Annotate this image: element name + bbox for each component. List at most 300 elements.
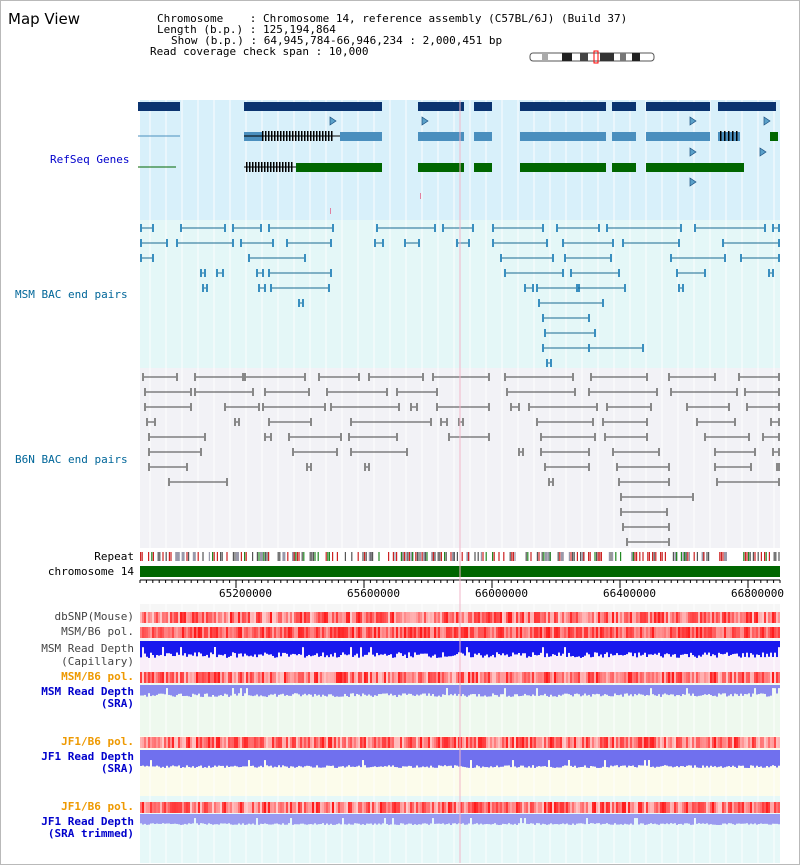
depth-bar — [522, 750, 524, 766]
depth-bar — [366, 750, 368, 768]
heat-cell — [552, 802, 554, 813]
heat-cell — [174, 672, 176, 683]
depth-bar — [348, 750, 350, 765]
heat-cell — [760, 737, 762, 748]
heat-cell — [582, 737, 584, 748]
bac-end — [618, 269, 620, 277]
heat-cell — [206, 802, 208, 813]
heat-cell — [308, 627, 310, 638]
depth-bar — [302, 750, 304, 767]
depth-bar — [446, 750, 448, 766]
depth-bar — [552, 750, 554, 768]
repeat-element — [297, 552, 298, 561]
heat-cell — [348, 627, 350, 638]
heat-cell — [438, 802, 440, 813]
depth-bar — [246, 685, 248, 688]
heat-cell — [242, 802, 244, 813]
heat-cell — [622, 627, 624, 638]
depth-bar — [246, 750, 248, 766]
depth-bar — [432, 641, 434, 656]
heat-cell — [530, 612, 532, 623]
heat-cell — [748, 737, 750, 748]
bac-end — [304, 373, 306, 381]
heat-cell — [262, 627, 264, 638]
heat-cell — [326, 612, 328, 623]
heat-cell — [404, 627, 406, 638]
heat-cell — [572, 802, 574, 813]
heat-cell — [164, 802, 166, 813]
heat-cell — [546, 672, 548, 683]
bac-end — [264, 388, 266, 396]
depth-bar — [716, 685, 718, 697]
repeat-element — [570, 552, 571, 561]
heat-cell — [702, 627, 704, 638]
depth-bar — [476, 641, 478, 655]
depth-bar — [358, 814, 360, 824]
depth-bar — [592, 750, 594, 766]
heat-cell — [342, 612, 344, 623]
gene-exon — [724, 131, 726, 141]
heat-cell — [440, 672, 442, 683]
bac-end — [676, 269, 678, 277]
depth-bar — [540, 641, 542, 653]
heat-cell — [704, 627, 706, 638]
heat-cell — [188, 612, 190, 623]
depth-bar — [350, 641, 352, 647]
depth-bar — [710, 750, 712, 766]
repeat-element — [401, 552, 402, 561]
heat-cell — [316, 672, 318, 683]
depth-bar — [160, 641, 162, 655]
heat-cell — [382, 737, 384, 748]
heat-cell — [384, 612, 386, 623]
heat-cell — [736, 612, 738, 623]
depth-bar — [514, 814, 516, 824]
heat-cell — [722, 627, 724, 638]
depth-bar — [556, 685, 558, 697]
depth-bar — [442, 814, 444, 823]
heat-cell — [690, 672, 692, 683]
heat-cell — [462, 627, 464, 638]
depth-bar — [288, 814, 290, 823]
gene-block — [646, 163, 744, 172]
heat-cell — [600, 737, 602, 748]
heat-cell — [402, 612, 404, 623]
depth-bar — [282, 814, 284, 823]
depth-bar — [626, 750, 628, 767]
heat-cell — [626, 627, 628, 638]
depth-bar — [620, 814, 622, 824]
depth-bar — [394, 814, 396, 824]
depth-bar — [380, 814, 382, 825]
heat-cell — [316, 802, 318, 813]
heat-cell — [256, 612, 258, 623]
heat-cell — [200, 737, 202, 748]
heat-cell — [336, 672, 338, 683]
heat-cell — [394, 627, 396, 638]
depth-bar — [172, 750, 174, 765]
heat-cell — [534, 737, 536, 748]
heat-cell — [610, 627, 612, 638]
heat-cell — [684, 612, 686, 623]
heat-cell — [288, 627, 290, 638]
heat-cell — [694, 612, 696, 623]
depth-bar — [750, 685, 752, 697]
depth-bar — [482, 750, 484, 767]
heat-cell — [722, 612, 724, 623]
repeat-element — [394, 552, 395, 561]
heat-cell — [336, 627, 338, 638]
heat-cell — [630, 672, 632, 683]
heat-cell — [372, 672, 374, 683]
bac-end — [396, 388, 398, 396]
heat-cell — [704, 737, 706, 748]
heat-cell — [306, 672, 308, 683]
heat-cell — [686, 802, 688, 813]
track-label-b6n-bac[interactable]: B6N BAC end pairs — [15, 453, 128, 466]
track-label-msm-bac[interactable]: MSM BAC end pairs — [15, 288, 128, 301]
heat-cell — [446, 612, 448, 623]
heat-cell — [226, 672, 228, 683]
depth-bar — [272, 685, 274, 695]
bac-end — [492, 224, 494, 232]
repeat-element — [294, 552, 295, 561]
depth-bar — [608, 750, 610, 767]
depth-bar — [758, 814, 760, 824]
heat-cell — [388, 672, 390, 683]
heat-cell — [574, 627, 576, 638]
depth-bar — [462, 641, 464, 654]
heat-cell — [188, 737, 190, 748]
depth-bar — [256, 750, 258, 768]
depth-bar — [346, 750, 348, 767]
heat-cell — [166, 612, 168, 623]
depth-bar — [710, 685, 712, 695]
bac-end — [144, 403, 146, 411]
gene-block — [718, 102, 776, 111]
depth-bar — [382, 750, 384, 767]
heat-cell — [164, 737, 166, 748]
heat-cell — [504, 627, 506, 638]
depth-bar — [452, 750, 454, 768]
depth-bar — [550, 750, 552, 767]
depth-bar — [390, 814, 392, 824]
heat-cell — [330, 627, 332, 638]
depth-bar — [168, 685, 170, 695]
heat-cell — [198, 672, 200, 683]
heat-cell — [264, 612, 266, 623]
depth-bar — [638, 685, 640, 694]
depth-bar — [734, 641, 736, 654]
heat-cell — [228, 737, 230, 748]
heat-cell — [386, 737, 388, 748]
heat-cell — [344, 802, 346, 813]
heat-cell — [196, 672, 198, 683]
heat-cell — [648, 737, 650, 748]
repeat-element — [580, 552, 581, 561]
repeat-element — [372, 552, 373, 561]
repeat-element — [407, 552, 408, 561]
depth-bar — [614, 685, 616, 694]
heat-cell — [480, 612, 482, 623]
depth-bar — [642, 685, 644, 695]
axis-tick-label: 66800000 — [731, 587, 784, 600]
depth-bar — [506, 814, 508, 824]
length-value: 125,194,864 — [262, 23, 336, 36]
heat-cell — [620, 672, 622, 683]
heat-cell — [214, 802, 216, 813]
depth-bar — [300, 641, 302, 655]
heat-cell — [266, 672, 268, 683]
depth-bar — [274, 641, 276, 658]
depth-bar — [240, 750, 242, 767]
heat-cell — [712, 672, 714, 683]
depth-bar — [528, 685, 530, 695]
heat-cell — [596, 612, 598, 623]
heat-cell — [144, 802, 146, 813]
gene-block — [646, 102, 710, 111]
depth-bar — [612, 814, 614, 825]
depth-bar — [362, 685, 364, 693]
heat-cell — [650, 737, 652, 748]
repeat-element — [649, 552, 650, 561]
chromosome-ideogram[interactable] — [530, 51, 654, 63]
heat-cell — [304, 612, 306, 623]
heat-cell — [298, 737, 300, 748]
gene-exon — [267, 162, 269, 172]
heat-cell — [608, 612, 610, 623]
repeat-element — [774, 552, 775, 561]
bac-end — [518, 448, 520, 456]
heat-cell — [294, 672, 296, 683]
bac-end — [562, 269, 564, 277]
heat-cell — [624, 802, 626, 813]
bac-end — [262, 269, 264, 277]
heat-cell — [536, 802, 538, 813]
depth-bar — [334, 685, 336, 697]
depth-bar — [256, 641, 258, 657]
heat-cell — [172, 612, 174, 623]
depth-bar — [774, 641, 776, 653]
depth-bar — [702, 641, 704, 655]
bac-end — [416, 403, 418, 411]
gene-block — [138, 102, 180, 111]
repeat-element — [660, 552, 661, 561]
depth-bar — [726, 814, 728, 824]
depth-bar — [506, 685, 508, 697]
depth-bar — [650, 814, 652, 823]
heat-cell — [232, 627, 234, 638]
heat-cell — [360, 802, 362, 813]
heat-cell — [336, 802, 338, 813]
depth-bar — [360, 685, 362, 696]
bac-end — [442, 224, 444, 232]
depth-bar — [582, 685, 584, 695]
heat-cell — [200, 802, 202, 813]
heat-cell — [696, 737, 698, 748]
bac-end — [222, 269, 224, 277]
heat-cell — [338, 672, 340, 683]
heat-cell — [264, 737, 266, 748]
heat-cell — [488, 737, 490, 748]
depth-bar — [748, 685, 750, 693]
heat-cell — [620, 802, 622, 813]
repeat-element — [703, 552, 704, 561]
heat-cell — [650, 672, 652, 683]
heat-cell — [448, 672, 450, 683]
track-label-refseq[interactable]: RefSeq Genes — [50, 153, 130, 166]
depth-bar — [346, 685, 348, 696]
heat-cell — [410, 672, 412, 683]
heat-cell — [412, 802, 414, 813]
depth-bar — [328, 685, 330, 694]
depth-bar — [332, 685, 334, 696]
bac-end — [286, 239, 288, 247]
heat-cell — [572, 612, 574, 623]
heat-cell — [246, 737, 248, 748]
depth-bar — [416, 641, 418, 655]
depth-bar — [602, 685, 604, 696]
heat-cell — [244, 737, 246, 748]
heat-cell — [160, 612, 162, 623]
repeat-element — [494, 552, 495, 561]
heat-cell — [280, 672, 282, 683]
heat-cell — [322, 612, 324, 623]
depth-bar — [508, 685, 510, 696]
depth-bar — [142, 750, 144, 766]
heat-cell — [228, 672, 230, 683]
gene-exon — [279, 162, 281, 172]
depth-bar — [358, 641, 360, 658]
bac-end — [622, 523, 624, 531]
heat-cell — [562, 672, 564, 683]
repeat-element — [598, 552, 599, 561]
bac-end — [140, 254, 142, 262]
heat-cell — [550, 802, 552, 813]
depth-bar — [556, 750, 558, 767]
heat-cell — [612, 737, 614, 748]
depth-bar — [666, 685, 668, 694]
heat-cell — [186, 612, 188, 623]
depth-bar — [470, 814, 472, 818]
heat-cell — [258, 612, 260, 623]
depth-bar — [296, 641, 298, 655]
depth-bar — [520, 685, 522, 696]
depth-bar — [756, 750, 758, 766]
bac-end — [524, 284, 526, 292]
depth-bar — [726, 685, 728, 696]
bac-end — [764, 224, 766, 232]
heat-cell — [758, 672, 760, 683]
depth-bar — [556, 641, 558, 656]
heat-cell — [156, 612, 158, 623]
depth-bar — [422, 814, 424, 824]
depth-bar — [470, 685, 472, 694]
heat-cell — [206, 672, 208, 683]
heat-cell — [564, 737, 566, 748]
heat-cell — [140, 802, 142, 813]
heat-cell — [444, 737, 446, 748]
heat-cell — [380, 737, 382, 748]
repeat-element — [769, 552, 770, 561]
bac-end — [550, 359, 552, 367]
depth-bar — [162, 814, 164, 823]
heat-cell — [770, 672, 772, 683]
repeat-element — [257, 552, 258, 561]
heat-cell — [302, 612, 304, 623]
heat-cell — [160, 627, 162, 638]
depth-bar — [428, 641, 430, 656]
bac-end — [374, 239, 376, 247]
heat-cell — [218, 672, 220, 683]
heat-cell — [478, 672, 480, 683]
heat-cell — [748, 612, 750, 623]
heat-cell — [586, 672, 588, 683]
depth-bar — [742, 750, 744, 766]
heat-cell — [640, 672, 642, 683]
depth-bar — [250, 750, 252, 766]
heat-cell — [686, 612, 688, 623]
repeat-element — [746, 552, 747, 561]
depth-bar — [640, 750, 642, 765]
depth-bar — [382, 814, 384, 823]
heat-cell — [486, 737, 488, 748]
heat-cell — [428, 737, 430, 748]
depth-bar — [146, 750, 148, 766]
heat-cell — [362, 672, 364, 683]
repeat-element — [202, 552, 203, 561]
heat-cell — [194, 737, 196, 748]
heat-cell — [178, 672, 180, 683]
heat-cell — [226, 737, 228, 748]
depth-bar — [516, 814, 518, 825]
heat-cell — [272, 612, 274, 623]
heat-cell — [738, 672, 740, 683]
depth-bar — [446, 685, 448, 688]
depth-bar — [324, 814, 326, 825]
depth-bar — [746, 685, 748, 694]
heat-cell — [236, 672, 238, 683]
depth-bar — [604, 750, 606, 760]
heat-cell — [376, 612, 378, 623]
depth-bar — [200, 641, 202, 654]
depth-bar — [770, 814, 772, 825]
depth-bar — [218, 814, 220, 825]
depth-bar — [360, 641, 362, 647]
heat-cell — [668, 627, 670, 638]
heat-cell — [328, 737, 330, 748]
depth-bar — [708, 685, 710, 694]
heat-cell — [422, 612, 424, 623]
heat-cell — [630, 737, 632, 748]
depth-bar — [306, 685, 308, 695]
depth-bar — [696, 641, 698, 658]
heat-cell — [774, 612, 776, 623]
depth-bar — [326, 750, 328, 766]
heat-cell — [632, 802, 634, 813]
depth-bar — [474, 750, 476, 768]
heat-cell — [484, 612, 486, 623]
depth-bar — [318, 641, 320, 657]
depth-bar — [772, 814, 774, 824]
heat-cell — [420, 627, 422, 638]
bac-end — [140, 224, 142, 232]
heat-cell — [692, 612, 694, 623]
bac-end — [778, 418, 780, 426]
depth-bar — [436, 814, 438, 824]
depth-bar — [402, 750, 404, 766]
heat-cell — [252, 802, 254, 813]
